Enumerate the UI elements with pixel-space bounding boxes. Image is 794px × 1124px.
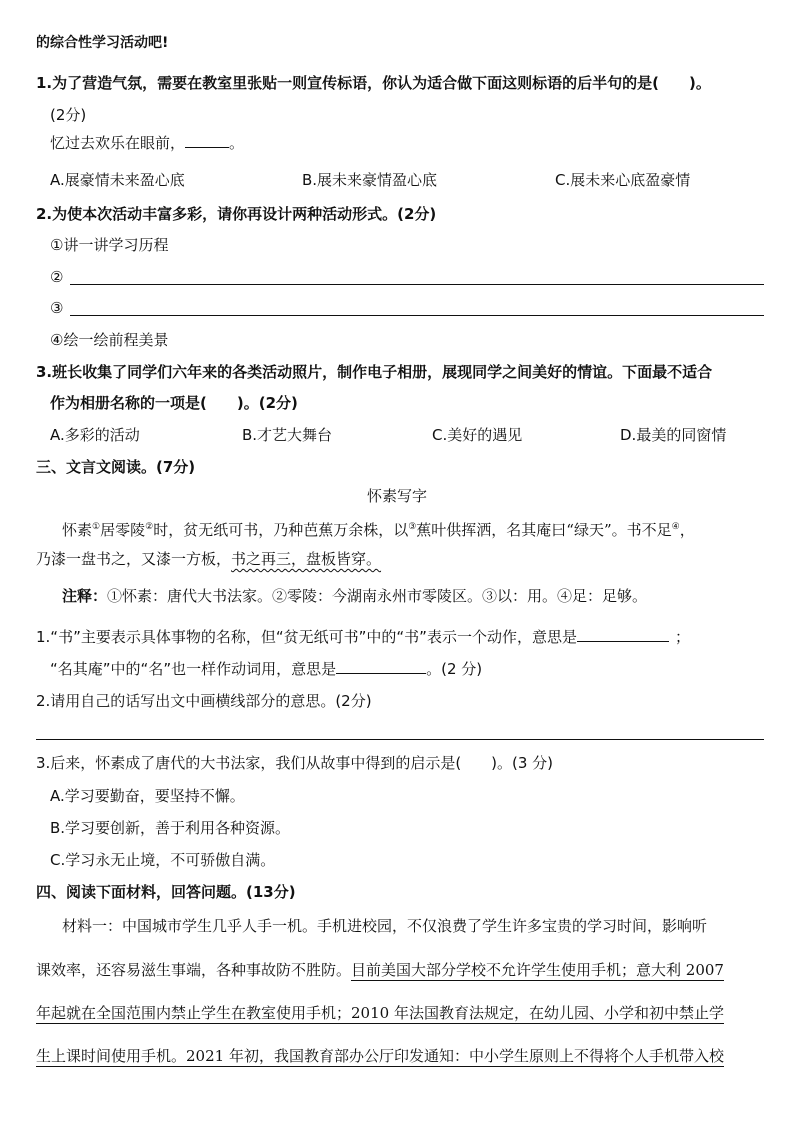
material1-underline-d: 中小学生原则上不得将个人手机带入校 [468,1047,724,1065]
passage-line-2: 乃漆一盘书之，又漆一方板，书之再三，盘板皆穿。 [36,550,382,568]
material1-line-1: 材料一：中国城市学生几乎人手一机。手机进校园，不仅浪费了学生许多宝贵的学习时间，影响听 [62,917,708,935]
intro-tail: 的综合性学习活动吧! [36,35,169,51]
q1-option-c: C.展未来心底盈豪情 [555,171,691,189]
q1-option-b: B.展未来豪情盈心底 [302,171,438,189]
q2-stem: 2.为使本次活动丰富多彩，请你再设计两种活动形式。(2分) [36,205,437,223]
material1-underline-a: 目前美国大部分学校不允许学生使用手机；意大利 2007 [351,961,724,979]
section4-heading: 四、阅读下面材料，回答问题。(13分) [36,883,296,901]
q3-option-d: D.最美的同窗情 [620,426,727,444]
q2-item-4: ④绘一绘前程美景 [50,331,169,349]
q2-item-2-number: ② [50,268,64,286]
s3-q1-line-2: “名其庵”中的“名”也一样作动词用，意思是 。(2 分) [50,660,483,678]
s3-q3-option-b: B.学习要创新，善于利用各种资源。 [50,819,291,837]
s3-q3-stem: 3.后来，怀素成了唐代的大书法家，我们从故事中得到的启示是( )。(3 分) [36,754,554,772]
s3-q1-line-1: 1.“书”主要表示具体事物的名称，但“贫无纸可书”中的“书”表示一个动作，意思是 ； [36,628,690,646]
s3-q2-answer-line[interactable] [36,739,764,740]
q2-item-1: ①讲一讲学习历程 [50,236,169,254]
section3-heading: 三、文言文阅读。(7分) [36,458,196,476]
q1-line-prefix: 忆过去欢乐在眼前， [50,134,186,152]
footnote-ref-3: ③ [408,522,417,532]
q3-option-b: B.才艺大舞台 [242,426,333,444]
q1-fill-line [50,133,244,153]
notes-label: 注释： [62,587,108,605]
material1-line-4 [36,1046,724,1066]
material1-line-3 [36,1003,724,1023]
footnote-ref-1: ① [92,522,101,532]
passage-line-1: 怀素①居零陵②时，贫无纸可书，乃种芭蕉万余株，以③蕉叶供挥洒，名其庵曰“绿天”。书不足④， [62,521,695,539]
q1-line-suffix: 。 [229,134,245,152]
q1-stem: 1.为了营造气氛，需要在教室里张贴一则宣传标语，你认为适合做下面这则标语的后半句的是( )。 [36,74,711,92]
passage-title: 怀素写字 [366,487,427,505]
footnote-ref-4: ④ [671,522,680,532]
footnote-ref-2: ② [145,522,154,532]
underlined-sentence: 书之再三，盘板皆穿。 [231,550,382,568]
q2-answer-line-2[interactable] [70,284,764,285]
s3-q1-blank-2[interactable] [336,659,426,674]
s3-q2-stem: 2.请用自己的话写出文中画横线部分的意思。(2分) [36,692,372,710]
q1-score: (2分) [50,106,87,124]
notes-text: ①怀素：唐代大书法家。②零陵：今湖南永州市零陵区。③以：用。④足：足够。 [107,587,648,605]
q1-option-a: A.展豪情未来盈心底 [50,171,185,189]
q2-item-3-number: ③ [50,299,64,317]
q3-stem-line-2: 作为相册名称的一项是( )。(2分) [50,394,298,412]
s3-q3-option-a: A.学习要勤奋，要坚持不懈。 [50,787,245,805]
q3-stem-line-1: 3.班长收集了同学们六年来的各类活动照片，制作电子相册，展现同学之间美好的情谊。下面最不适合 [36,363,713,381]
material1-line-2: 课效率，还容易滋生事端，各种事故防不胜防。目前美国大部分学校不允许学生使用手机；意大利 2007 [36,961,724,979]
notes-line [62,586,647,606]
s3-q3-option-c: C.学习永无止境，不可骄傲自满。 [50,851,276,869]
q2-answer-line-3[interactable] [70,315,764,316]
q3-option-a: A.多彩的活动 [50,426,140,444]
material1-underline-b: 年起就在全国范围内禁止学生在教室使用手机；2010 年法国教育法规定，在幼儿园、小学和初中禁止学 [36,1004,724,1022]
s3-q1-blank-1[interactable] [577,627,669,642]
q1-answer-blank[interactable] [185,133,229,148]
q3-option-c: C.美好的遇见 [432,426,523,444]
material1-underline-c: 生上课时间使用手机。2021 年初，我国教育部办公厅印发通知： [36,1047,469,1065]
